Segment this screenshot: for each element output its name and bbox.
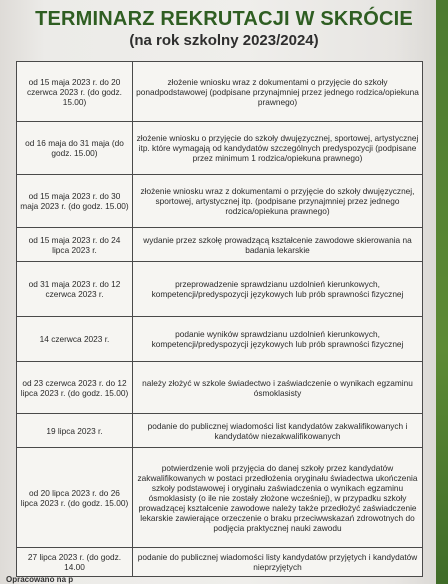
row-description: złożenie wniosku wraz z dokumentami o przyjęcie do szkoły dwujęzycznej, sportowej, artystycznej itp. (podpisane przynajmniej przez jednego rodzica/opiekuna prawnego) <box>133 175 423 228</box>
row-description: podanie do publicznej wiadomości listy kandydatów przyjętych i kandydatów nieprzyjętych <box>133 548 423 577</box>
row-date: 19 lipca 2023 r. <box>17 414 133 448</box>
table-row <box>17 62 423 122</box>
row-date: od 15 maja 2023 r. do 24 lipca 2023 r. <box>17 228 133 262</box>
table-row <box>17 122 423 175</box>
row-date: od 15 maja 2023 r. do 20 czerwca 2023 r. (do godz. 15.00) <box>17 62 133 122</box>
green-page-edge <box>436 0 448 584</box>
page-title: TERMINARZ REKRUTACJI W SKRÓCIE <box>35 8 413 30</box>
row-date: od 16 maja do 31 maja (do godz. 15.00) <box>17 122 133 175</box>
row-description: przeprowadzenie sprawdzianu uzdolnień kierunkowych, kompetencji/predyspozycji językowych lub prób sprawności fizycznej <box>133 262 423 317</box>
footer-note: Opracowano na p <box>6 575 74 584</box>
row-date: 27 lipca 2023 r. (do godz. 14.00 <box>17 548 133 577</box>
row-date: od 31 maja 2023 r. do 12 czerwca 2023 r. <box>17 262 133 317</box>
row-date: od 23 czerwca 2023 r. do 12 lipca 2023 r. (do godz. 15.00) <box>17 362 133 414</box>
row-description: złożenie wniosku wraz z dokumentami o przyjęcie do szkoły ponadpodstawowej (podpisane przynajmniej przez jednego rodzica/opiekuna prawnego) <box>133 62 423 122</box>
row-description: należy złożyć w szkole świadectwo i zaświadczenie o wynikach egzaminu ósmoklasisty <box>133 362 423 414</box>
row-description: podanie wyników sprawdzianu uzdolnień kierunkowych, kompetencji/predyspozycji językowych lub prób sprawności fizycznej <box>133 317 423 362</box>
row-description: potwierdzenie woli przyjęcia do danej szkoły przez kandydatów zakwalifikowanych w postaci przedłożenia oryginału świadectwa ukończenia szkoły podstawowej i oryginału zaświadczenia o wynikach egzaminu ósmoklasisty (o ile nie zostały złożone wcześniej), w przypadku szkoły prowadzącej kształcenie zawodowe należy także przedłożyć zaświadczenie lekarskie zawierające orzeczenie o braku przeciwwskazań zdrowotnych do podjęcia praktycznej nauki zawodu <box>133 448 423 548</box>
table-row <box>17 262 423 317</box>
row-description: podanie do publicznej wiadomości list kandydatów zakwalifikowanych i kandydatów niezakwalifikowanych <box>133 414 423 448</box>
row-description: wydanie przez szkołę prowadzącą kształcenie zawodowe skierowania na badania lekarskie <box>133 228 423 262</box>
table-row <box>17 548 423 577</box>
row-description: złożenie wniosku o przyjęcie do szkoły dwujęzycznej, sportowej, artystycznej itp. które wymagają od kandydatów szczególnych predyspozycji (podpisane przez minimum 1 rodzica/opiekuna prawnego) <box>133 122 423 175</box>
table-row <box>17 175 423 228</box>
table-row <box>17 228 423 262</box>
table-row <box>17 362 423 414</box>
recruitment-schedule-table <box>16 61 423 577</box>
row-date: od 15 maja 2023 r. do 30 maja 2023 r. (do godz. 15.00) <box>17 175 133 228</box>
table-row <box>17 448 423 548</box>
row-date: 14 czerwca 2023 r. <box>17 317 133 362</box>
table-row <box>17 317 423 362</box>
row-date: od 20 lipca 2023 r. do 26 lipca 2023 r. (do godz. 15.00) <box>17 448 133 548</box>
page-subtitle: (na rok szkolny 2023/2024) <box>129 32 319 49</box>
table-row <box>17 414 423 448</box>
